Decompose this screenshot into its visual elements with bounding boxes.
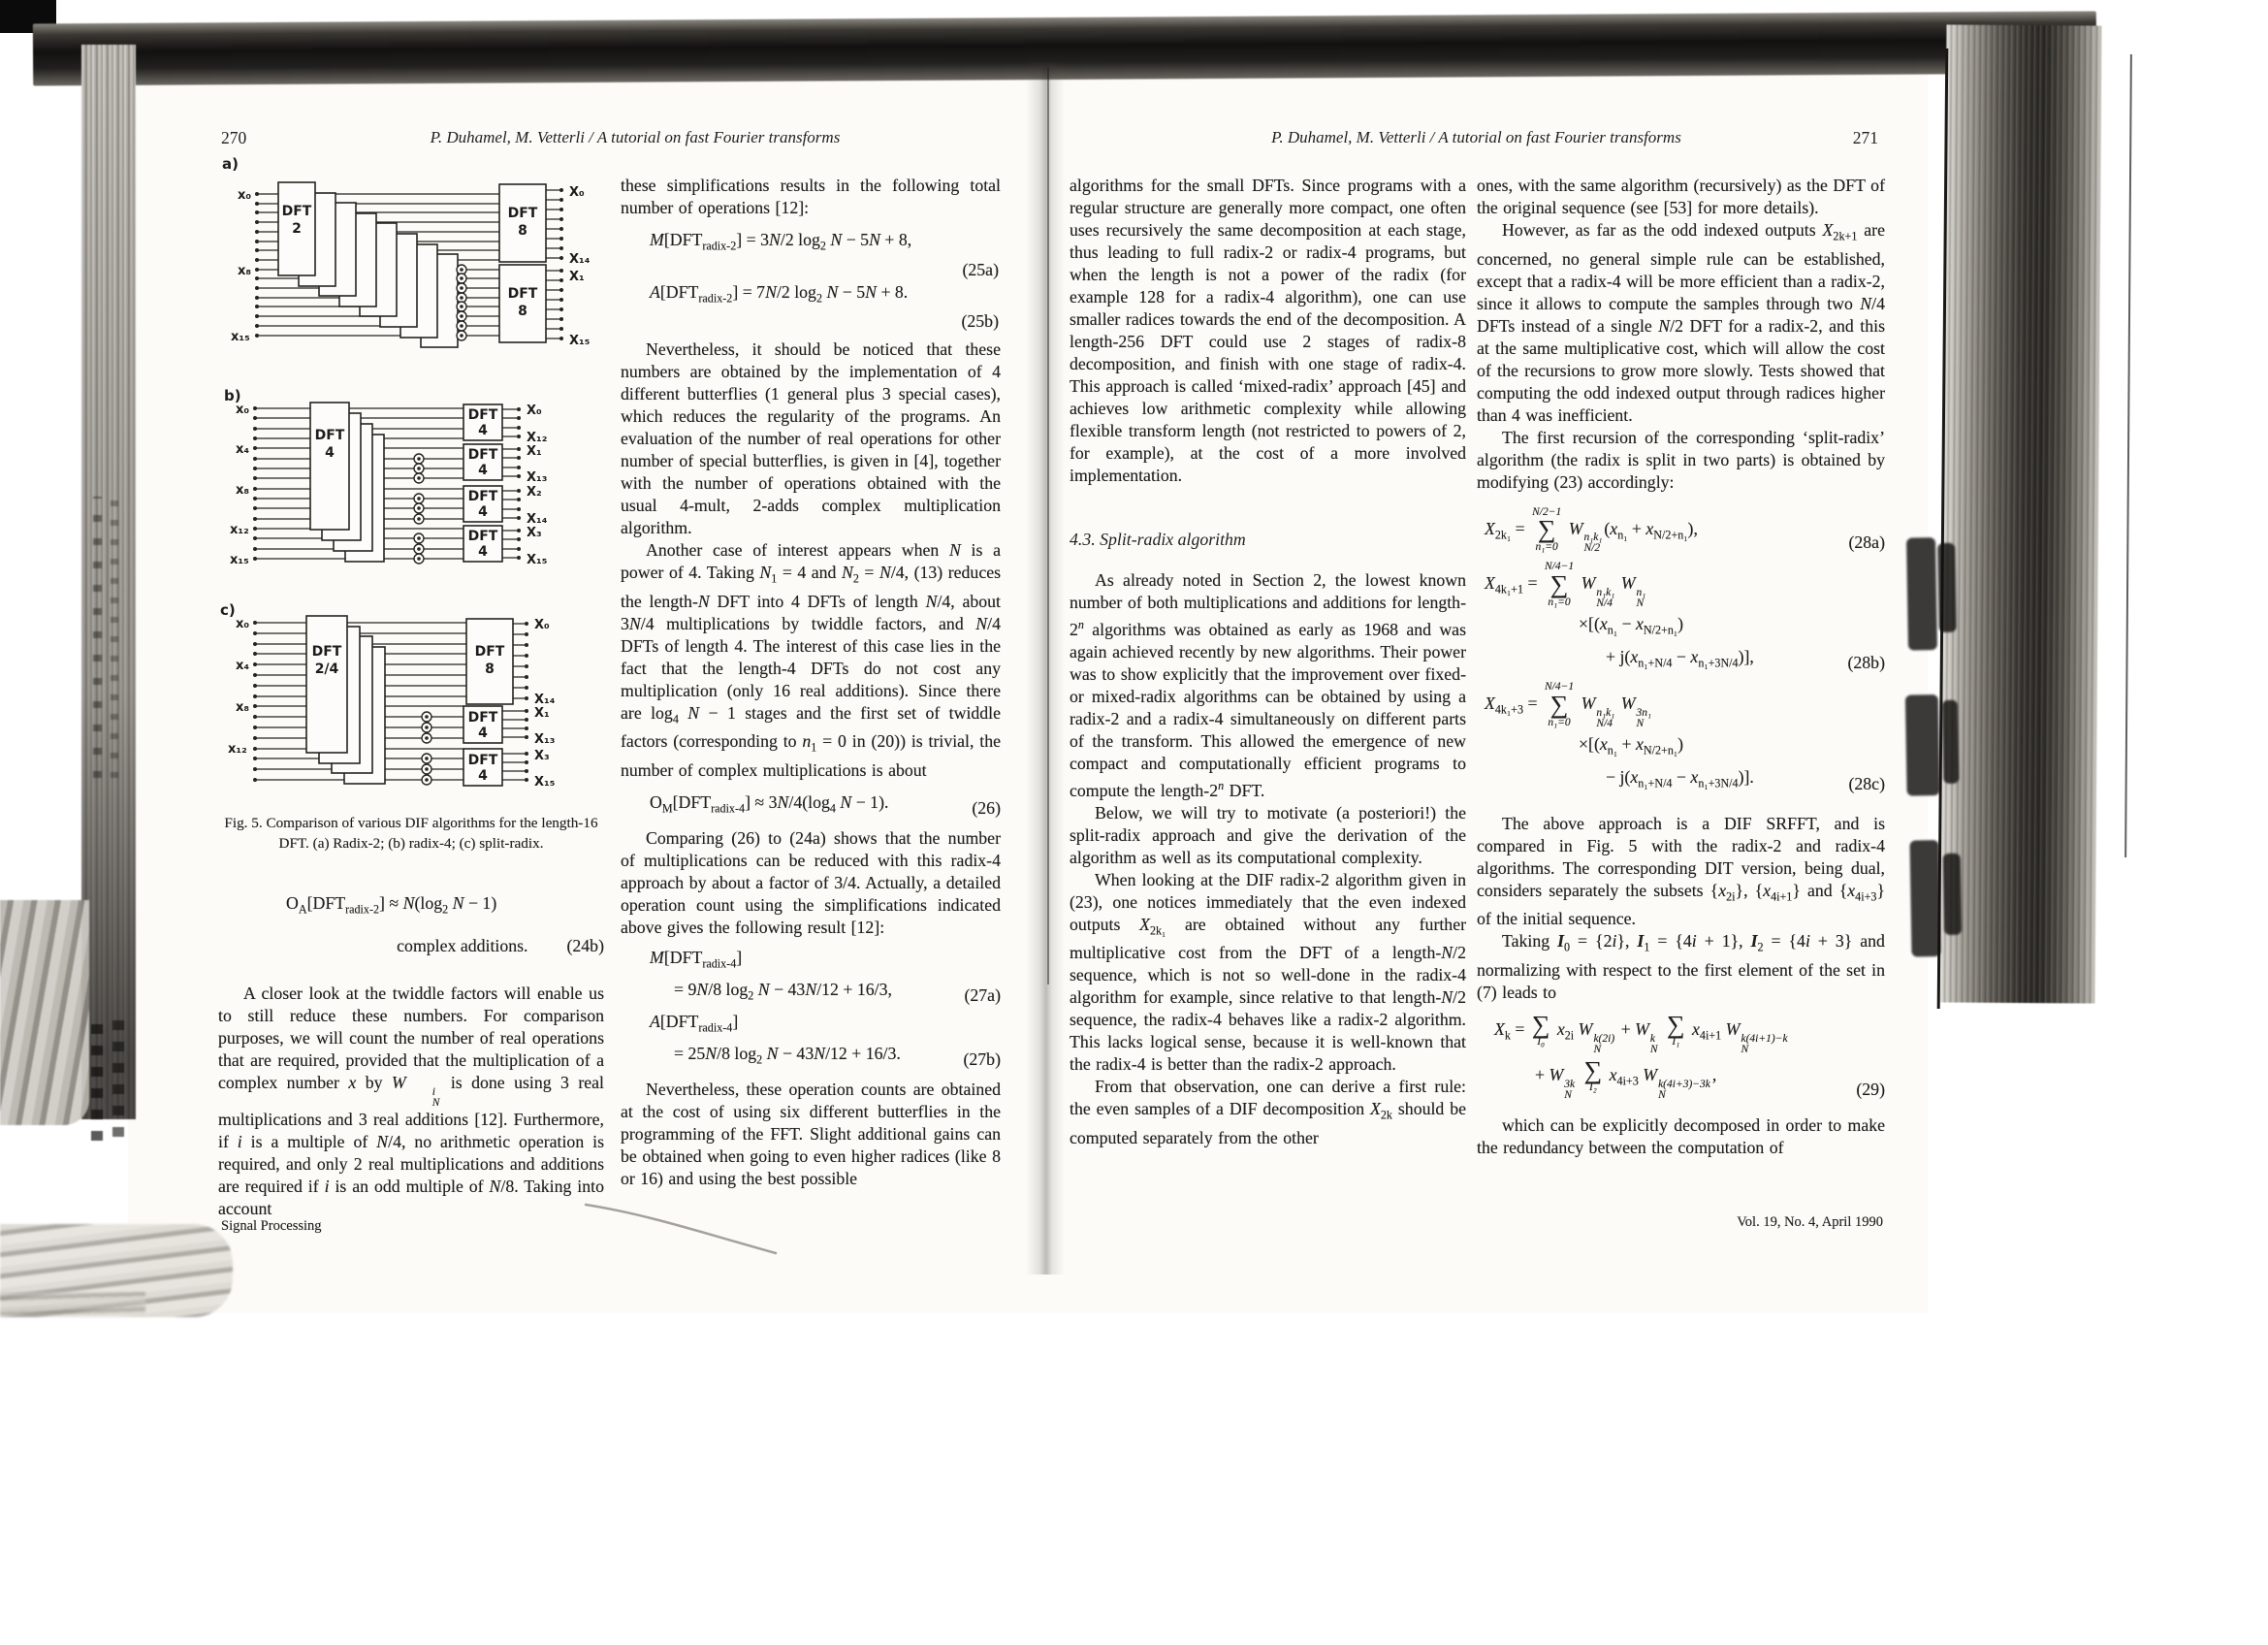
paragraph-operation-counts: Nevertheless, these operation counts are obtained at the cost of using six different butterflies in the programming of the FFT. Slight additional gains can be obtained when going to even higher radices (like 8 or 16) and using the best possible [621, 1080, 1001, 1189]
paragraph-as-noted: As already noted in Section 2, the lowest known number of both multiplications and additions for length-2$^n$ algorithms was obtained as early as 1968 and was again achieved recently by new algorithms. Their power was to show explicitly that the improvement over fixed- or mixed-radix algorithms can be obtained by using a radix-2 and a radix-4 simultaneously on different parts of the transform. This allowed the emergence of new compact and computationally efficient programs to compute the length-2$^n$ DFT. [1070, 570, 1466, 800]
equation-28c-line2: $\times[(x_{n_1} + x_{N/2+n_1})$ [1579, 734, 1684, 758]
paragraph-another-case: Another case of interest appears when N is a power of 4. Taking $N_1 = 4$ and $N_2 = N/4$, (13) reduces the length-N DFT into 4 DFTs of length N/4, about 3N/4 multiplications by twiddle factors, and N/4 DFTs of length 4. The interest of this case lies in the fact that the length-4 DFTs do not cost any multiplication (only 16 real additions). Since there are $\log_4 N - 1$ stages and the first set of twiddle factors (corresponding to $n_1 = 0$ in (20)) is trivial, the number of complex multiplications is about [621, 540, 1002, 780]
right-page-header [1071, 128, 1881, 147]
paragraph-first-recursion: The first recursion of the corresponding ‘split-radix’ algorithm (the radix is split in two parts) is obtained by modifying (23) accordingly: [1477, 427, 1885, 492]
right-outer-edge-line [2124, 54, 2132, 857]
paragraph-nevertheless: Nevertheless, it should be noticed that these numbers are obtained by the implementation of 4 different butterflies (1 general plus 3 special cases), which reduces the regularity of the programs. An evaluation of the number of real operations for other number of special butterflies, is given in [4], together with the number of operations obtained with the usual 4-mult, 2-adds complex multiplication algorithm. [621, 339, 1001, 538]
output-lines [502, 407, 521, 560]
equation-number: (28a) [1848, 532, 1885, 553]
dft4-label: DFT [467, 529, 498, 544]
paragraph-twiddle-factors: A closer look at the twiddle factors will enable us to still reduce these numbers. For comparison purposes, we will count the number of real operations that are required, provided that the multiplication of a complex number x by W i N is done using 3 real multiplications and 3 real additions [12]. Furthermore, if i is a multiple of N/4, no arithmetic operation is required, and only 2 real multiplications and additions are required if i is an odd multiple of N/8. Taking into account [218, 983, 604, 1218]
left-page-column-2 [621, 175, 1001, 1190]
signal-label: x₀ [238, 188, 252, 203]
signal-label: X₂ [527, 485, 542, 500]
paragraph-from-that: From that observation, one can derive a first rule: the even samples of a DIF decomposition $X_{2k}$ should be computed separately from the other [1070, 1077, 1466, 1147]
equation-25a-body: $M[DFT_{radix-2}] = 3N/2$ $\log_2 N - 5N + 8$, [650, 230, 912, 253]
dft8-label: DFT [507, 286, 538, 302]
dft4-size: 4 [478, 423, 488, 438]
dft2-block-size: 2 [292, 221, 302, 237]
signal-label: x₈ [236, 483, 250, 498]
signal-label: X₁ [527, 444, 542, 459]
equation-number: (28b) [1847, 653, 1885, 673]
dft8-label: DFT [474, 644, 505, 660]
figure-caption-line2: DFT. (a) Radix-2; (b) radix-4; (c) split-radix. [278, 835, 544, 852]
signal-label: x₁₅ [230, 553, 249, 567]
equation-number: (24b) [566, 935, 604, 955]
paragraph-ones: ones, with the same algorithm (recursively) as the DFT of the original sequence (see [53] for more details). [1477, 176, 1885, 217]
dft4-size: 4 [478, 463, 488, 478]
signal-label: X₀ [569, 185, 585, 200]
output-lines [546, 188, 563, 340]
right-page-column-1 [1070, 175, 1466, 1149]
running-head-right: P. Duhamel, M. Vetterli / A tutorial on fast Fourier transforms [1271, 128, 1681, 146]
equation-28c-line1: $X_{4k_1+3}$ = N/4−1 ∑ n₁=0 W n₁k₁ N/4 W 3n₁ N [1485, 681, 1652, 730]
dft8-size: 8 [485, 661, 495, 677]
equation-28a-body: $X_{2k_1}$ = N/2−1 ∑ n₁=0 W n₁k₁ N/2 $(x_{n_1} + x_{N/2+n_1})$, [1485, 505, 1698, 555]
paragraph-algorithms-small-dfts: algorithms for the small DFTs. Since programs with a regular structure are generally more compact, one often uses recursively the same decomposition at each stage, thus leading to full radix-2 or radix-4 programs, but when the length is not a power of the radix (for example 128 for a radix-4 algorithm), one can use smaller radices towards the end of the decomposition. A length-256 DFT could use 2 stages of radix-8 decomposition, and finish with one stage of radix-4. This approach is called ‘mixed-radix’ approach [45] and achieves low arithmetic complexity while allowing flexible transform length (not restricted to powers of 2, for example), at the cost of a more involved implementation. [1070, 176, 1466, 485]
equation-28b [1477, 562, 1885, 674]
dft4-label: DFT [467, 753, 498, 768]
equation-28b-line1: $X_{4k_1+1}$ = N/4−1 ∑ n₁=0 W n₁k₁ N/4 W n₁ N [1485, 561, 1646, 610]
panel-c-label: c) [220, 601, 236, 619]
figure-column [218, 153, 604, 1220]
left-margin-stamp-marks [93, 497, 122, 778]
signal-label: x₀ [236, 403, 250, 417]
book-left-bottom-edge [0, 900, 89, 1125]
signal-label: x₁₅ [231, 330, 250, 344]
signal-label: X₃ [527, 526, 542, 540]
equation-27b [621, 1011, 1001, 1071]
equation-25b [621, 281, 1001, 334]
equation-26-body: $O_M[DFT_{radix-4}] \approx 3N/4(\log_4$ N − 1). [650, 791, 889, 816]
signal-label: X₁₂ [527, 431, 548, 445]
pen-mark-artifact [580, 1197, 783, 1259]
journal-footer-left: Signal Processing [221, 1218, 322, 1234]
paragraph-which-can: which can be explicitly decomposed in order to make the redundancy between the computation of [1477, 1114, 1885, 1157]
paragraph-below: Below, we will try to motivate (a posteriori!) the split-radix approach and give the derivation of the algorithm as well as its computational complexity. [1070, 802, 1466, 867]
equation-24b-body: $O_A[DFT_{radix-2}] \approx N(\log_2$ N − 1) [286, 893, 497, 917]
signal-label: X₁₅ [527, 553, 548, 567]
signal-label: x₀ [236, 617, 250, 631]
equation-25a [621, 229, 1001, 281]
paragraph-above-approach: The above approach is a DIF SRFFT, and is compared in Fig. 5 with the radix-2 and radix-4 algorithms. The corresponding DIT version, being dual, considers separately the subsets $\{x_{2i}\}$, $\{x_{4i+1}\}$ and $\{x_{4i+3}\}$ of the initial sequence. [1477, 813, 1885, 929]
signal-label: x₄ [236, 659, 250, 673]
paragraph-when-looking: When looking at the DIF radix-2 algorithm given in (23), one notices immediately that the even indexed outputs $X_{2k_1}$ are obtained without any further multiplicative cost from the DFT of a length-N/2 sequence, which is not so well-done in the radix-4 algorithm for example, since relative to that length-N/2 sequence, the radix-4 behaves like a radix-2 algorithm. This lacks logical sense, because it is well-known that the radix-4 is better than the radix-2 approach. [1070, 869, 1467, 1075]
left-lower-stamp-marks [89, 1015, 132, 1141]
equation-number: (26) [972, 798, 1001, 819]
signal-label: X₁₃ [527, 470, 548, 485]
paragraph-intro: these simplifications results in the following total number of operations [12]: [621, 176, 1001, 217]
signal-label: X₁ [569, 270, 585, 284]
figure-panel-b-radix4 [218, 389, 601, 573]
dft8-size: 8 [518, 223, 527, 239]
running-head-left: P. Duhamel, M. Vetterli / A tutorial on fast Fourier transforms [430, 128, 841, 146]
dft4-size: 4 [478, 726, 488, 741]
signal-label: X₁ [534, 706, 550, 721]
equation-24b-tail: complex additions. [397, 935, 528, 955]
equation-28b-line2: $\times[(x_{n_1} - x_{N/2+n_1})$ [1579, 614, 1684, 637]
dft4-block-label: DFT [314, 428, 345, 443]
right-page-column-2 [1477, 175, 1885, 1159]
equation-28c [1477, 682, 1885, 794]
equation-27a-lhs: $M[DFT_{radix-4}]$ [650, 948, 743, 971]
dft8-size: 8 [518, 304, 527, 319]
dft8-label: DFT [507, 206, 538, 221]
journal-footer-right: Vol. 19, No. 4, April 1990 [1737, 1214, 1883, 1230]
panel-a-label: a) [222, 155, 239, 173]
equation-24b [218, 892, 604, 957]
book-bottom-edge-2 [0, 1292, 145, 1315]
equation-27b-lhs: $A[DFT_{radix-4}]$ [650, 1012, 739, 1035]
signal-label: X₀ [534, 618, 550, 632]
left-page-header [218, 128, 994, 147]
signal-label: x₄ [236, 442, 250, 457]
page-gutter-line [1047, 68, 1049, 984]
equation-26 [621, 791, 1001, 821]
equation-number: (25a) [962, 259, 999, 279]
dft4-size: 4 [478, 768, 488, 784]
dft4-block-cascade [310, 403, 384, 562]
twiddle-multipliers [457, 265, 466, 340]
equation-number: (28c) [1848, 773, 1885, 793]
equation-28c-line3: − $j(x_{n_1+N/4} - x_{n_1+3N/4})$]. [1606, 766, 1754, 790]
signal-label: x₈ [236, 700, 250, 715]
dft4-label: DFT [467, 710, 498, 726]
paragraph-however: However, as far as the odd indexed outputs $X_{2k+1}$ are concerned, no general simple rule can be established, except that a radix-4 will be more efficient than a radix-2, since it allows to compute the samples through two N/4 DFTs instead of a single N/2 DFT for a radix-2, and this at the same multiplicative cost, which will allow the cost of the recursions to grow more slowly. Tests showed that computing the odd indexed output through radices higher than 4 was inefficient. [1477, 220, 1885, 425]
dft2-block-label: DFT [281, 204, 312, 219]
equation-29 [1477, 1010, 1885, 1101]
dft4-size: 4 [478, 544, 488, 560]
library-stamp-smudge [1893, 531, 1990, 988]
page-number-left: 270 [221, 128, 247, 147]
equation-27a-body: = 9N/8 $\log_2 N - 43N/12 + 16/3$, [674, 979, 892, 1003]
panel-b-label: b) [224, 389, 241, 404]
equation-number: (29) [1856, 1079, 1885, 1099]
dft4-block-size: 4 [325, 445, 335, 461]
signal-label: X₃ [534, 749, 550, 763]
signal-label: X₁₃ [534, 732, 556, 747]
dft24-block-label: DFT [311, 644, 342, 660]
paragraph-comparing: Comparing (26) to (24a) shows that the number of multiplications can be reduced with this radix-4 approach by about a factor of 3/4. Actually, a detailed operation count using the simplifications indicated above gives the following result [12]: [621, 828, 1001, 938]
section-heading-4-3: 4.3. Split-radix algorithm [1070, 530, 1246, 549]
equation-29-line2: + W 3k N ∑ I₂ $x_{4i+3}$ W k(4i+3)−3k N , [1535, 1055, 1717, 1101]
dft4-label: DFT [467, 447, 498, 463]
page-gutter-shadow [1026, 62, 1065, 1274]
signal-label: X₁₄ [527, 512, 548, 527]
figure-caption [218, 813, 604, 854]
equation-25b-body: $A[DFT_{radix-2}] = 7N/2$ $\log_2 N - 5N + 8$. [650, 281, 909, 306]
signal-label: X₁₅ [534, 775, 556, 790]
dft4-label: DFT [467, 407, 498, 423]
figure-caption-line1: Fig. 5. Comparison of various DIF algorithms for the length-16 [224, 815, 598, 831]
equation-number: (27a) [964, 985, 1001, 1006]
dft4-label: DFT [467, 489, 498, 504]
equation-28b-line3: + $j(x_{n_1+N/4} - x_{n_1+3N/4})$], [1606, 646, 1754, 670]
dft24-block-size: 2/4 [314, 661, 339, 677]
paragraph-taking: Taking $I_0 = \{2i\}$, $I_1 = \{4i + 1\}$, $I_2 = \{4i + 3\}$ and normalizing with respect to the first element of the set in (7) leads to [1477, 931, 1885, 1002]
equation-29-line1: $X_k$ = ∑ I₀ $x_{2i}$ W k(2i) N + W k N ∑ I₁ $x_{4i+1}$ W k(4i+1)−k N [1494, 1010, 1788, 1055]
signal-label: X₁₅ [569, 334, 591, 348]
equation-number: (27b) [963, 1049, 1001, 1070]
signal-label: x₁₂ [228, 742, 247, 757]
equation-number: (25b) [961, 311, 999, 332]
equation-28a [1477, 507, 1885, 555]
twiddle-multipliers [414, 454, 424, 564]
equation-27b-body: = 25N/8 $\log_2 N - 43N/12 + 16/3$. [674, 1043, 901, 1067]
figure-panel-c-splitradix [218, 584, 601, 792]
signal-label: X₁₄ [569, 252, 591, 267]
equation-27a [621, 947, 1001, 1007]
signal-label: x₁₂ [230, 523, 249, 537]
dft4-size: 4 [478, 504, 488, 520]
signal-label: X₀ [527, 403, 542, 418]
signal-label: x₈ [238, 264, 252, 278]
page-number-right: 271 [1852, 128, 1878, 147]
figure-panel-a-radix2 [218, 153, 601, 381]
signal-label: X₁₄ [534, 693, 556, 707]
